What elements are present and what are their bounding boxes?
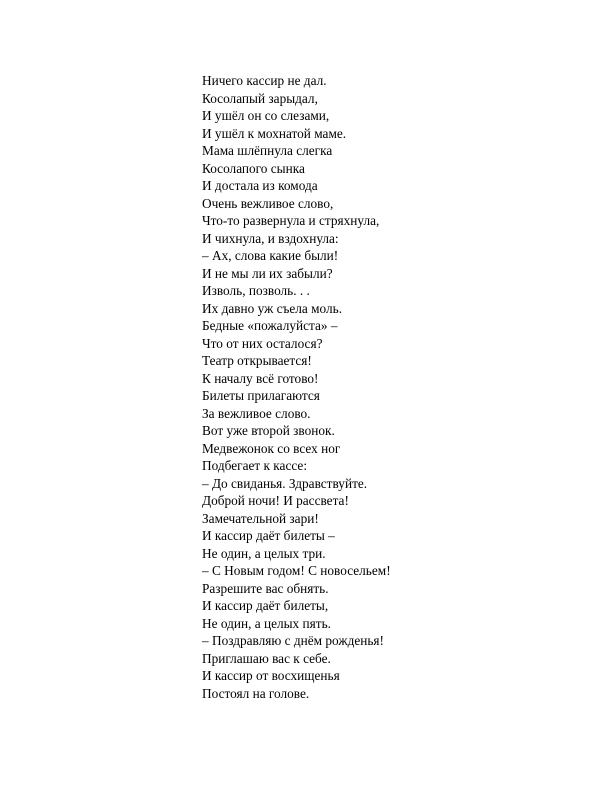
poem-line: Разрешите вас обнять. (202, 580, 329, 596)
poem-line: Что-то развернула и стряхнула, (202, 213, 380, 228)
poem-line: – Ах, слова какие были! (202, 248, 339, 263)
poem-line: Изволь, позволь. . . (202, 283, 310, 298)
poem-line: И не мы ли их забыли? (202, 265, 333, 281)
poem-line: Ничего кассир не дал. (202, 73, 327, 88)
poem-line: Косолапый зарыдал, (202, 90, 318, 106)
poem-line: И достала из комода (202, 178, 318, 193)
poem-line: Не один, а целых пять. (202, 615, 331, 631)
poem-line: Постоял на голове. (202, 685, 310, 701)
poem-line: – Поздравляю с днём рожденья! (202, 633, 384, 648)
poem-line: Их давно уж съела моль. (202, 300, 343, 316)
poem-line: Билеты прилагаются (202, 388, 320, 403)
poem-line: Что от них осталося? (202, 335, 323, 351)
poem-line: Замечательной зари! (202, 510, 319, 526)
poem-line: – С Новым годом! С новосельем! (202, 563, 391, 578)
poem-line: И чихнула, и вздохнула: (202, 230, 339, 246)
poem-line: И ушёл к мохнатой маме. (202, 125, 347, 141)
poem-line: Косолапого сынка (202, 160, 305, 176)
poem-line: И кассир от восхищенья (202, 668, 340, 683)
poem-line: – До свиданья. Здравствуйте. (202, 475, 368, 491)
poem-line: Доброй ночи! И рассвета! (202, 493, 349, 508)
poem-line: Мама шлёпнула слегка (202, 143, 333, 158)
poem-text-block (202, 72, 582, 702)
poem-line: И ушёл он со слезами, (202, 108, 330, 123)
poem-line: И кассир даёт билеты, (202, 598, 329, 613)
poem-line: Бедные «пожалуйста» – (202, 318, 338, 333)
poem-line: Медвежонок со всех ног (202, 440, 341, 456)
poem-line: Театр открывается! (202, 353, 312, 368)
poem-line: За вежливое слово. (202, 405, 311, 421)
poem-line: Не один, а целых три. (202, 545, 326, 561)
poem-line: Подбегает к кассе: (202, 458, 308, 473)
poem-line: И кассир даёт билеты – (202, 528, 335, 543)
poem-line: Вот уже второй звонок. (202, 423, 335, 438)
poem-line: К началу всё готово! (202, 370, 319, 386)
poem-line: Очень вежливое слово, (202, 195, 334, 211)
poem-line: Приглашаю вас к себе. (202, 650, 331, 666)
